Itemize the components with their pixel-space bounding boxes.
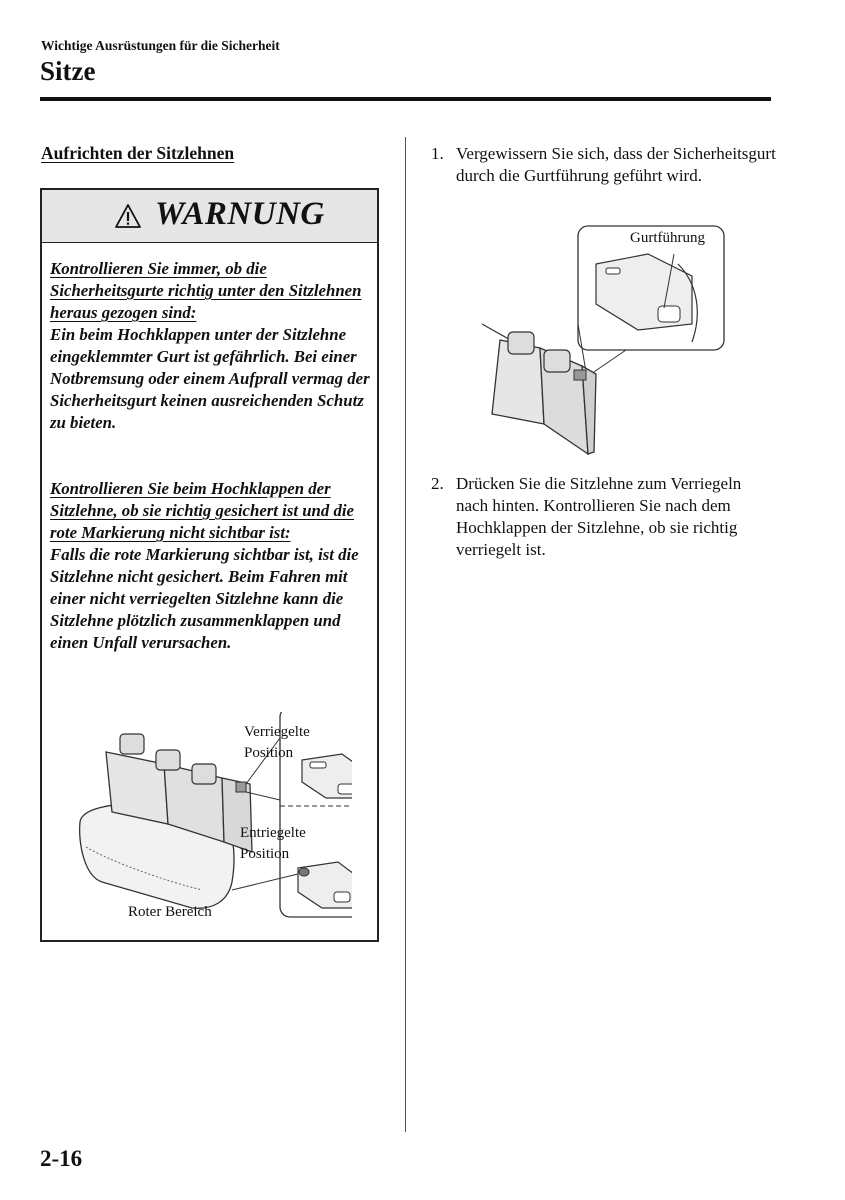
rear-seat-lock-illustration [72,712,352,922]
warning-label: WARNUNG [155,196,325,232]
warning-block-2-body: Falls die rote Markierung sichtbar ist, ist die Sitzlehne nicht gesichert. Beim Fahren mit einer nicht verriegelten Sitzlehne kann die Sitzlehne plötzlich zusammenklappen und einen Unfall verursachen. [50,545,359,652]
locked-position-label [244,722,310,764]
warning-block-1-body: Ein beim Hochklappen unter der Sitzlehne eingeklemmter Gurt ist gefährlich. Bei einer Notbremsung oder einem Aufprall vermag der Sicherheitsgurt keinen ausreichenden Schutz zu bieten. [50,325,370,432]
warning-block-1-heading: Kontrollieren Sie immer, ob die Sicherheitsgurte richtig unter den Sitzlehnen heraus gezogen sind: [50,259,362,322]
unlocked-position-line2: Position [240,846,290,862]
warning-block-2-heading: Kontrollieren Sie beim Hochklappen der Sitzlehne, ob sie richtig gesichert ist und die rote Markierung nicht sichtbar ist: [50,479,354,542]
column-divider [405,137,406,1132]
warning-block-2 [50,478,378,654]
unlocked-position-label [240,823,306,865]
red-area-label: Roter Bereich [128,904,212,920]
header-rule [40,97,771,101]
warning-header [42,190,377,243]
warning-block-1 [50,258,378,434]
belt-guide-illustration [478,224,728,460]
section-heading: Aufrichten der Sitzlehnen [41,143,235,163]
step-1-number: 1. [431,144,444,163]
breadcrumb: Wichtige Ausrüstungen für die Sicherheit [41,38,280,53]
page-title: Sitze [40,56,96,86]
belt-guide-label: Gurtführung [630,230,705,246]
step-1-text: Vergewissern Sie sich, dass der Sicherheitsgurt durch die Gurtführung geführt wird. [456,144,776,185]
warning-triangle-icon [114,203,142,229]
unlocked-position-line1: Entriegelte [240,825,306,841]
step-2-number: 2. [431,474,444,493]
warning-box [40,188,379,942]
locked-position-line1: Verriegelte [244,724,310,740]
locked-position-line2: Position [244,745,294,761]
page-number: 2-16 [40,1146,83,1171]
step-2-text: Drücken Sie die Sitzlehne zum Verriegeln nach hinten. Kontrollieren Sie nach dem Hochklappen der Sitzlehne, ob sie richtig verriegelt ist. [456,474,742,559]
